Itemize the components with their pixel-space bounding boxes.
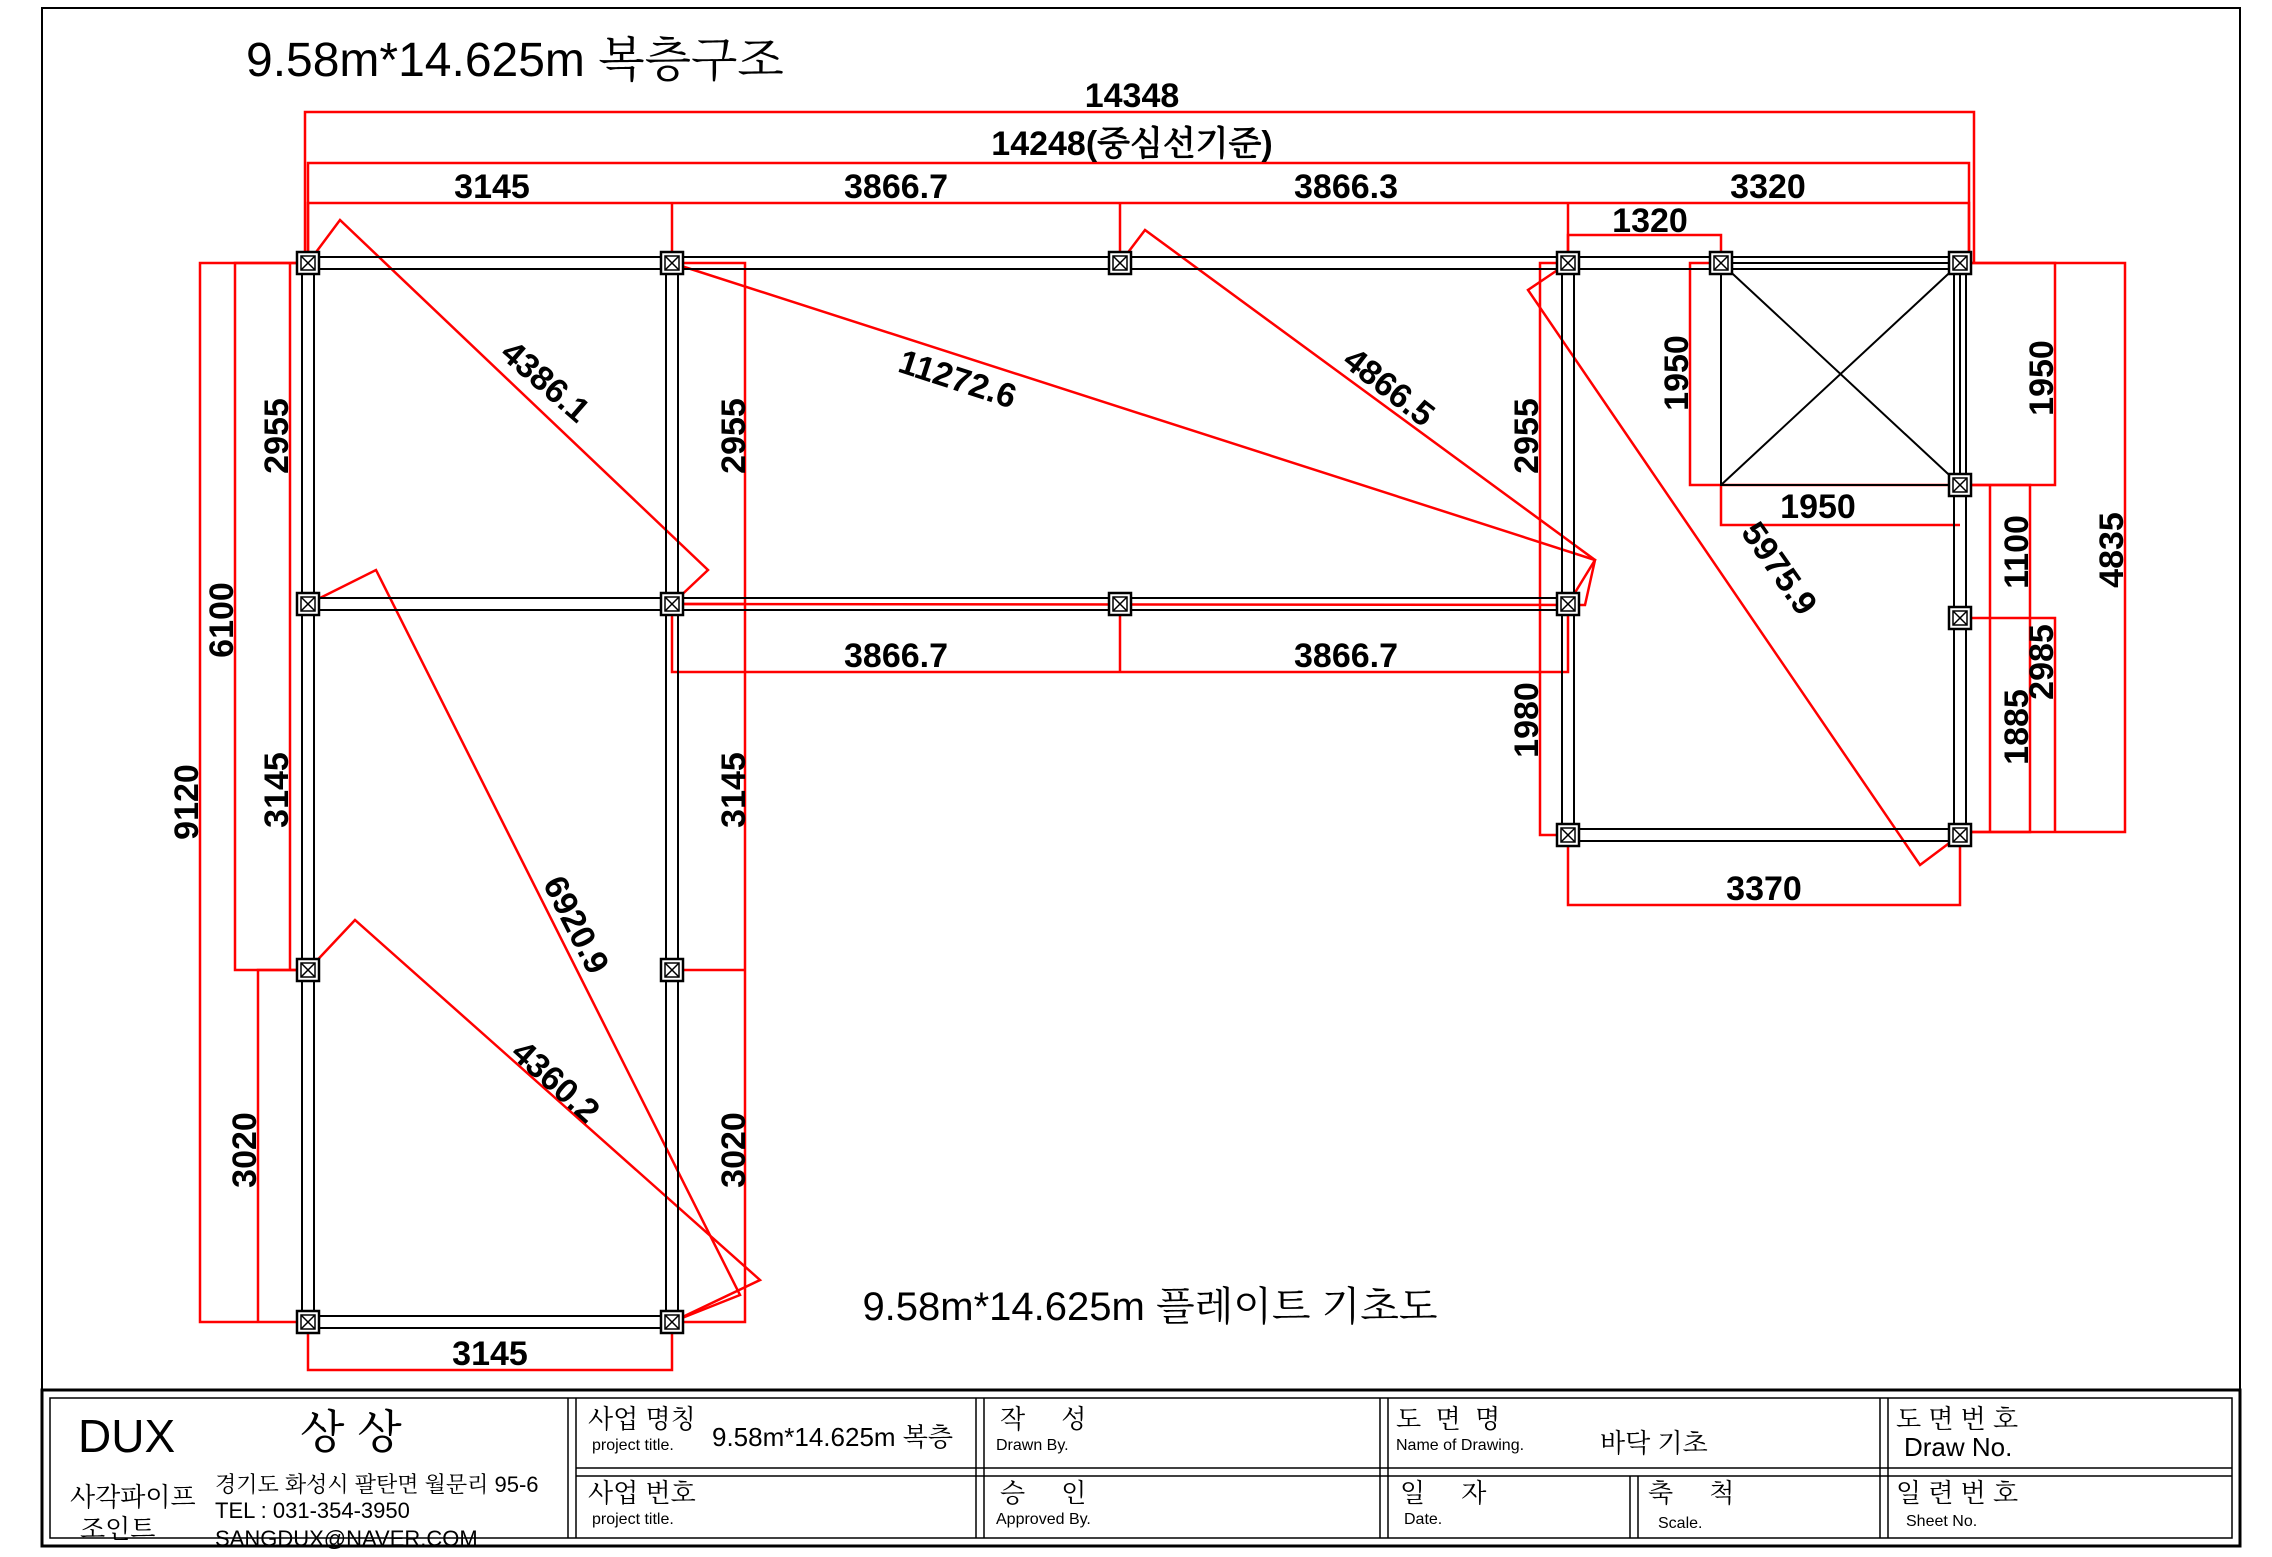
label-side-2985: 2985 [2023,624,2061,700]
approved-by-sub: Approved By. [996,1511,1091,1528]
label-diag-4386: 4386.1 [493,333,597,431]
diagonal-11272 [672,263,1595,605]
label-stair-top: 1320 [1612,202,1688,240]
date-label: 일 자 [1400,1478,1487,1508]
company-address: 경기도 화성시 팔탄면 월문리 95-6 [215,1472,539,1497]
sheet-no-sub: Sheet No. [1906,1513,1978,1530]
base-plate [297,959,319,981]
label-stair-width: 1950 [1780,488,1856,526]
project-no-sub: project title. [592,1511,674,1528]
company-brand: DUX [78,1410,176,1462]
label-stair-height: 1950 [1658,335,1696,411]
label-diag-6920: 6920.9 [535,870,617,980]
label-right-h1: 2955 [1508,398,1546,474]
base-plate [1710,252,1732,274]
label-centerline: 14248(중심선기준) [991,125,1273,163]
date-sub: Date. [1404,1511,1443,1528]
label-left-h2: 3145 [258,752,296,828]
label-top-seg-1: 3145 [454,168,530,206]
diagonal-6920 [308,570,740,1322]
base-plate [661,959,683,981]
base-plate [297,593,319,615]
approved-by-label: 승 인 [1000,1478,1087,1508]
project-no-label: 사업 번호 [588,1478,696,1508]
base-plate [1557,824,1579,846]
sheet-no-label: 일 련 번 호 [1896,1478,2019,1508]
scale-label: 축 척 [1648,1478,1735,1508]
drawn-by-sub: Drawn By. [996,1437,1069,1454]
base-plate [1949,474,1971,496]
company-tel: TEL : 031-354-3950 [215,1498,410,1523]
project-name-label: 사업 명칭 [588,1404,696,1434]
project-name-sub: project title. [592,1437,674,1454]
base-plate [1949,607,1971,629]
label-left-h1: 2955 [258,398,296,474]
label-left-upper: 6100 [203,582,241,658]
project-name-value: 9.58m*14.625m 복층 [712,1422,954,1452]
company-line1: 사각파이프 [70,1482,196,1512]
beam-bottom-left [308,1316,672,1328]
base-plate [1949,252,1971,274]
label-inner-h1: 2955 [715,398,753,474]
drawn-by-label: 작 성 [1000,1404,1087,1434]
diagonal-4360 [308,920,760,1322]
label-side-1950: 1950 [2023,340,2061,416]
base-plates [297,252,1971,1333]
drawing-no-label: 도 면 번 호 [1896,1404,2019,1434]
drawing-caption: 9.58m*14.625m 플레이트 기초도 [862,1285,1438,1329]
label-diag-4360: 4360.2 [504,1032,607,1131]
dim-line-stair-box [1690,263,1960,485]
label-mid-seg-1: 3866.7 [844,637,948,675]
label-bottom-right: 3370 [1726,870,1802,908]
column-left [302,263,314,1322]
structural-frame [302,257,1966,1328]
diagonal-4386 [308,220,708,604]
company-line2: 조인트 [80,1514,156,1544]
label-mid-seg-2: 3866.7 [1294,637,1398,675]
column-inner [666,263,678,1322]
dim-line-left-upper [235,263,308,970]
label-inner-h2: 3145 [715,752,753,828]
label-diag-4866: 4866.5 [1336,340,1442,435]
drawing-title: 9.58m*14.625m 복층구조 [246,34,784,87]
label-top-seg-4: 3320 [1730,168,1806,206]
label-diag-11272: 11272.6 [893,342,1021,417]
label-left-total: 9120 [168,764,206,840]
scale-sub: Scale. [1658,1515,1703,1532]
dimension-labels [168,77,2131,1373]
label-side-1885: 1885 [1998,689,2036,765]
base-plate [1949,824,1971,846]
label-top-seg-2: 3866.7 [844,168,948,206]
label-overall: 14348 [1084,77,1180,115]
label-right-h2: 1980 [1508,682,1546,758]
base-plate [661,252,683,274]
drawing-no-sub: Draw No. [1904,1432,2013,1462]
label-inner-h3: 3020 [715,1112,753,1188]
drawing-name-sub: Name of Drawing. [1396,1437,1525,1454]
base-plate [1557,593,1579,615]
dimension-lines [200,112,2125,1370]
label-top-seg-3: 3866.3 [1294,168,1398,206]
base-plate [661,1311,683,1333]
company-name: 상 상 [300,1406,402,1458]
base-plate [1109,252,1131,274]
drawing-name-value: 바닥 기초 [1600,1428,1708,1458]
label-side-4835: 4835 [2093,512,2131,588]
label-bottom-left: 3145 [452,1335,528,1373]
base-plate [1109,593,1131,615]
base-plate [297,252,319,274]
base-plate [661,593,683,615]
base-plate [297,1311,319,1333]
title-block-text [70,1404,2018,1551]
label-diag-5975: 5975.9 [1733,515,1825,623]
company-email: SANGDUX@NAVER.COM [215,1526,478,1551]
label-side-1100: 1100 [1998,515,2036,589]
drawing-name-label: 도 면 명 [1396,1404,1501,1434]
base-plate [1557,252,1579,274]
label-left-h3: 3020 [226,1112,264,1188]
